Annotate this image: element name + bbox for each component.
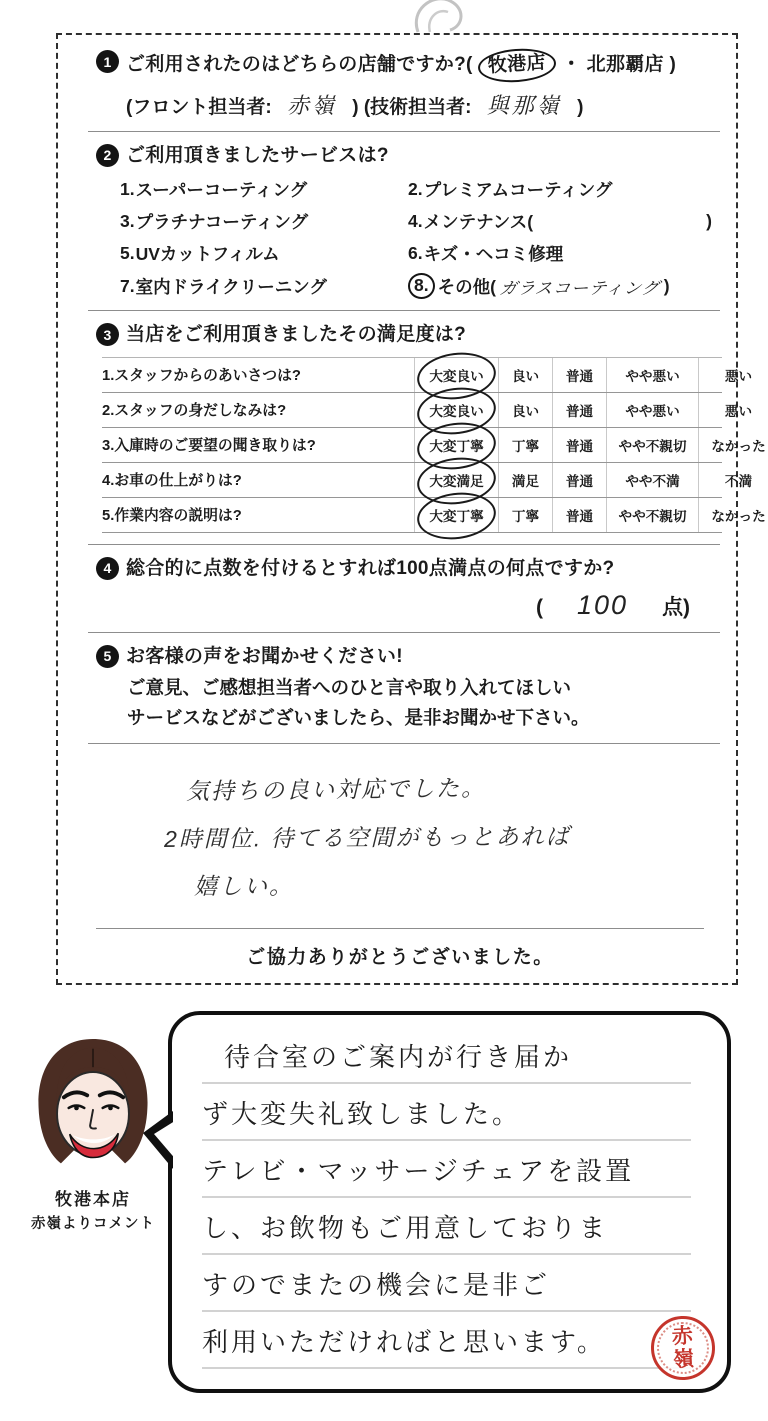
score-handwritten-value: 100 [577, 589, 629, 620]
option-label: 普通 [565, 473, 594, 489]
service-4-close-paren: ) [706, 211, 712, 232]
customer-handwritten-comment [156, 770, 722, 901]
service-1-label: スーパーコーティング [135, 180, 308, 201]
satisfaction-row-5 [102, 498, 766, 533]
service-8-number-circled: 8. [408, 273, 435, 299]
service-1-number: 1. [120, 179, 135, 200]
option-label: 大変丁寧 [429, 438, 484, 454]
section-divider [88, 310, 720, 311]
service-3-label: プラチナコーティング [135, 212, 309, 233]
sat-row-1-option-selected [414, 358, 498, 392]
option-label: 満足 [511, 473, 540, 489]
satisfaction-table [102, 357, 766, 533]
question-4-title: 総合的に点数を付けるとすれば100点満点の何点ですか? [126, 557, 615, 579]
q1-front-suffix: ) [352, 96, 359, 118]
sat-row-4-option [552, 463, 606, 497]
sat-row-3-question: 3.入庫時のご要望の聞き取りは? [102, 438, 316, 455]
question-5-subtext [127, 673, 722, 732]
service-item-2 [408, 177, 722, 202]
sat-row-2-option [698, 393, 768, 427]
sat-row-2-option [552, 393, 606, 427]
option-label: やや不満 [625, 473, 680, 489]
question-2-title: ご利用頂きましたサービスは? [126, 144, 389, 166]
sat-row-5-option [498, 498, 552, 532]
service-item-4 [408, 209, 722, 234]
service-6-label: キズ・ヘコミ修理 [423, 244, 564, 265]
score-answer [536, 590, 712, 621]
thanks-message: ご協力ありがとうございました。 [246, 947, 554, 968]
satisfaction-row-4 [102, 463, 753, 498]
service-item-6 [408, 241, 722, 266]
sat-row-4-option [698, 463, 768, 497]
q1-store-divider: ・ [561, 54, 582, 75]
sat-row-3-option [698, 428, 768, 462]
hanko-stamp [649, 1314, 716, 1381]
satisfaction-row-1 [102, 358, 753, 393]
avatar-caption-author: 赤嶺よりコメント [31, 1216, 155, 1232]
sat-row-4-option [606, 463, 698, 497]
option-label: やや不親切 [618, 508, 687, 524]
option-label: 悪い [724, 368, 753, 384]
sat-row-5-option-selected [414, 498, 498, 532]
option-label: 丁寧 [511, 508, 540, 524]
service-item-3 [120, 209, 408, 234]
option-label: なかった [711, 508, 766, 524]
q1-staff-line [126, 89, 722, 120]
sat-row-2-question: 2.スタッフの身だしなみは? [102, 403, 287, 420]
question-1 [96, 49, 722, 82]
card-footer [88, 928, 712, 969]
comment-line-3: 嬉しい。 [194, 873, 294, 900]
question-5 [96, 644, 722, 670]
reply-line-3: テレビ・マッサージチェアを設置 [202, 1141, 701, 1198]
sat-row-5-option [698, 498, 768, 532]
service-item-1 [120, 177, 408, 202]
q1-tech-label: (技術担当者: [363, 96, 472, 118]
question-4-number-badge: 4 [96, 557, 119, 580]
sat-row-1-option [498, 358, 552, 392]
sat-row-3-option [606, 428, 698, 462]
option-label: 悪い [724, 403, 753, 419]
q5-sub-line-2: サービスなどがございましたら、是非お聞かせ下さい。 [127, 706, 590, 728]
section-divider [88, 743, 720, 744]
q1-front-label: (フロント担当者: [126, 96, 272, 118]
section-divider [88, 544, 720, 545]
staff-avatar-illustration [25, 1036, 161, 1178]
reply-line-1: 待合室のご案内が行き届か [202, 1027, 701, 1084]
sat-row-5-option [606, 498, 698, 532]
staff-reply-bubble [168, 1011, 731, 1393]
question-3 [96, 322, 722, 348]
option-label: 大変良い [429, 368, 484, 384]
option-label: やや悪い [625, 403, 680, 419]
sat-row-4-option-selected [414, 463, 498, 497]
reply-line-6: 利用いただければと思います。 [202, 1312, 701, 1369]
option-label: なかった [711, 438, 766, 454]
reply-line-5: すのでまたの機会に是非ご [202, 1255, 701, 1312]
question-5-title: お客様の声をお聞かせください! [126, 645, 403, 667]
question-5-number-badge: 5 [96, 645, 119, 668]
stamp-char-top: 赤 [671, 1324, 694, 1349]
sat-row-4-question: 4.お車の仕上がりは? [102, 473, 242, 490]
reply-line-4: し、お飲物もご用意しておりま [202, 1198, 701, 1255]
q1-store-selected: 牧港店 [477, 46, 557, 84]
q1-tech-name-handwritten: 與那嶺 [486, 92, 562, 118]
q1-tech-suffix: ) [577, 96, 584, 118]
sat-row-1-option [698, 358, 768, 392]
sat-row-1-question: 1.スタッフからのあいさつは? [102, 368, 301, 385]
q5-sub-line-1: ご意見、ご感想担当者へのひと言や取り入れてほしい [127, 677, 572, 699]
service-8-label: その他( [437, 276, 496, 297]
sat-row-3-option [552, 428, 606, 462]
option-label: 普通 [565, 438, 594, 454]
question-2-number-badge: 2 [96, 144, 119, 167]
footer-divider [96, 928, 704, 929]
survey-card [56, 33, 766, 985]
option-label: 普通 [565, 368, 594, 384]
service-2-label: プレミアムコーティング [423, 180, 613, 201]
option-label: 大変丁寧 [429, 508, 484, 524]
sat-row-3-option-selected [414, 428, 498, 462]
service-4-label: メンテナンス( [423, 212, 534, 233]
option-label: 普通 [565, 403, 594, 419]
service-item-7 [120, 273, 408, 299]
option-label: やや悪い [625, 368, 680, 384]
sat-row-5-option [552, 498, 606, 532]
sat-row-1-option [606, 358, 698, 392]
section-divider [88, 131, 720, 132]
satisfaction-row-2 [102, 393, 753, 428]
q1-text-suffix: ) [669, 54, 677, 75]
service-5-label: UVカットフィルム [135, 244, 280, 265]
score-open-paren: ( [536, 595, 543, 619]
service-item-8-selected [408, 273, 722, 299]
stamp-char-bottom: 嶺 [672, 1347, 695, 1372]
bubble-tail-inner [154, 1119, 178, 1162]
sat-row-4-option [498, 463, 552, 497]
q1-store-other: 北那覇店 [586, 54, 664, 75]
service-3-number: 3. [120, 211, 135, 232]
option-label: 不満 [724, 473, 753, 489]
score-unit-close: 点) [662, 595, 691, 619]
option-label: 良い [511, 403, 540, 419]
question-3-number-badge: 3 [96, 323, 119, 346]
satisfaction-row-3 [102, 428, 766, 463]
sat-row-2-option [498, 393, 552, 427]
reply-line-2: ず大変失礼致しました。 [202, 1084, 701, 1141]
q1-front-name-handwritten: 赤嶺 [286, 92, 337, 118]
option-label: 大変良い [429, 403, 484, 419]
avatar-caption-store: 牧港本店 [55, 1190, 131, 1209]
question-4 [96, 556, 722, 582]
service-5-number: 5. [120, 243, 135, 264]
option-label: 大変満足 [429, 473, 484, 489]
sat-row-3-option [498, 428, 552, 462]
comment-line-1: 気持ちの良い対応でした。 [185, 775, 487, 805]
service-list [120, 177, 722, 299]
service-item-5 [120, 241, 408, 266]
question-1-title [126, 49, 676, 82]
sat-row-5-question: 5.作業内容の説明は? [102, 508, 242, 525]
option-label: 丁寧 [511, 438, 540, 454]
service-8-handwritten-answer: ガラスコーティング [498, 278, 661, 298]
service-2-number: 2. [408, 179, 423, 200]
sat-row-1-option [552, 358, 606, 392]
question-2 [96, 143, 722, 169]
service-8-close-paren: ) [663, 275, 670, 296]
q1-text-prefix: ご利用されたのはどちらの店舗ですか?( [126, 54, 473, 75]
service-6-number: 6. [408, 243, 423, 264]
question-1-number-badge: 1 [96, 50, 119, 73]
service-7-label: 室内ドライクリーニング [135, 276, 327, 297]
question-3-title: 当店をご利用頂きましたその満足度は? [126, 324, 467, 346]
sat-row-2-option [606, 393, 698, 427]
comment-line-2: 2時間位. 待てる空間がもっとあれば [163, 823, 571, 853]
option-label: 良い [511, 368, 540, 384]
option-label: 普通 [565, 508, 594, 524]
section-divider [88, 632, 720, 633]
service-7-number: 7. [120, 275, 135, 296]
clip-decoration [388, 0, 492, 34]
service-4-number: 4. [408, 211, 423, 232]
sat-row-2-option-selected [414, 393, 498, 427]
option-label: やや不親切 [618, 438, 687, 454]
